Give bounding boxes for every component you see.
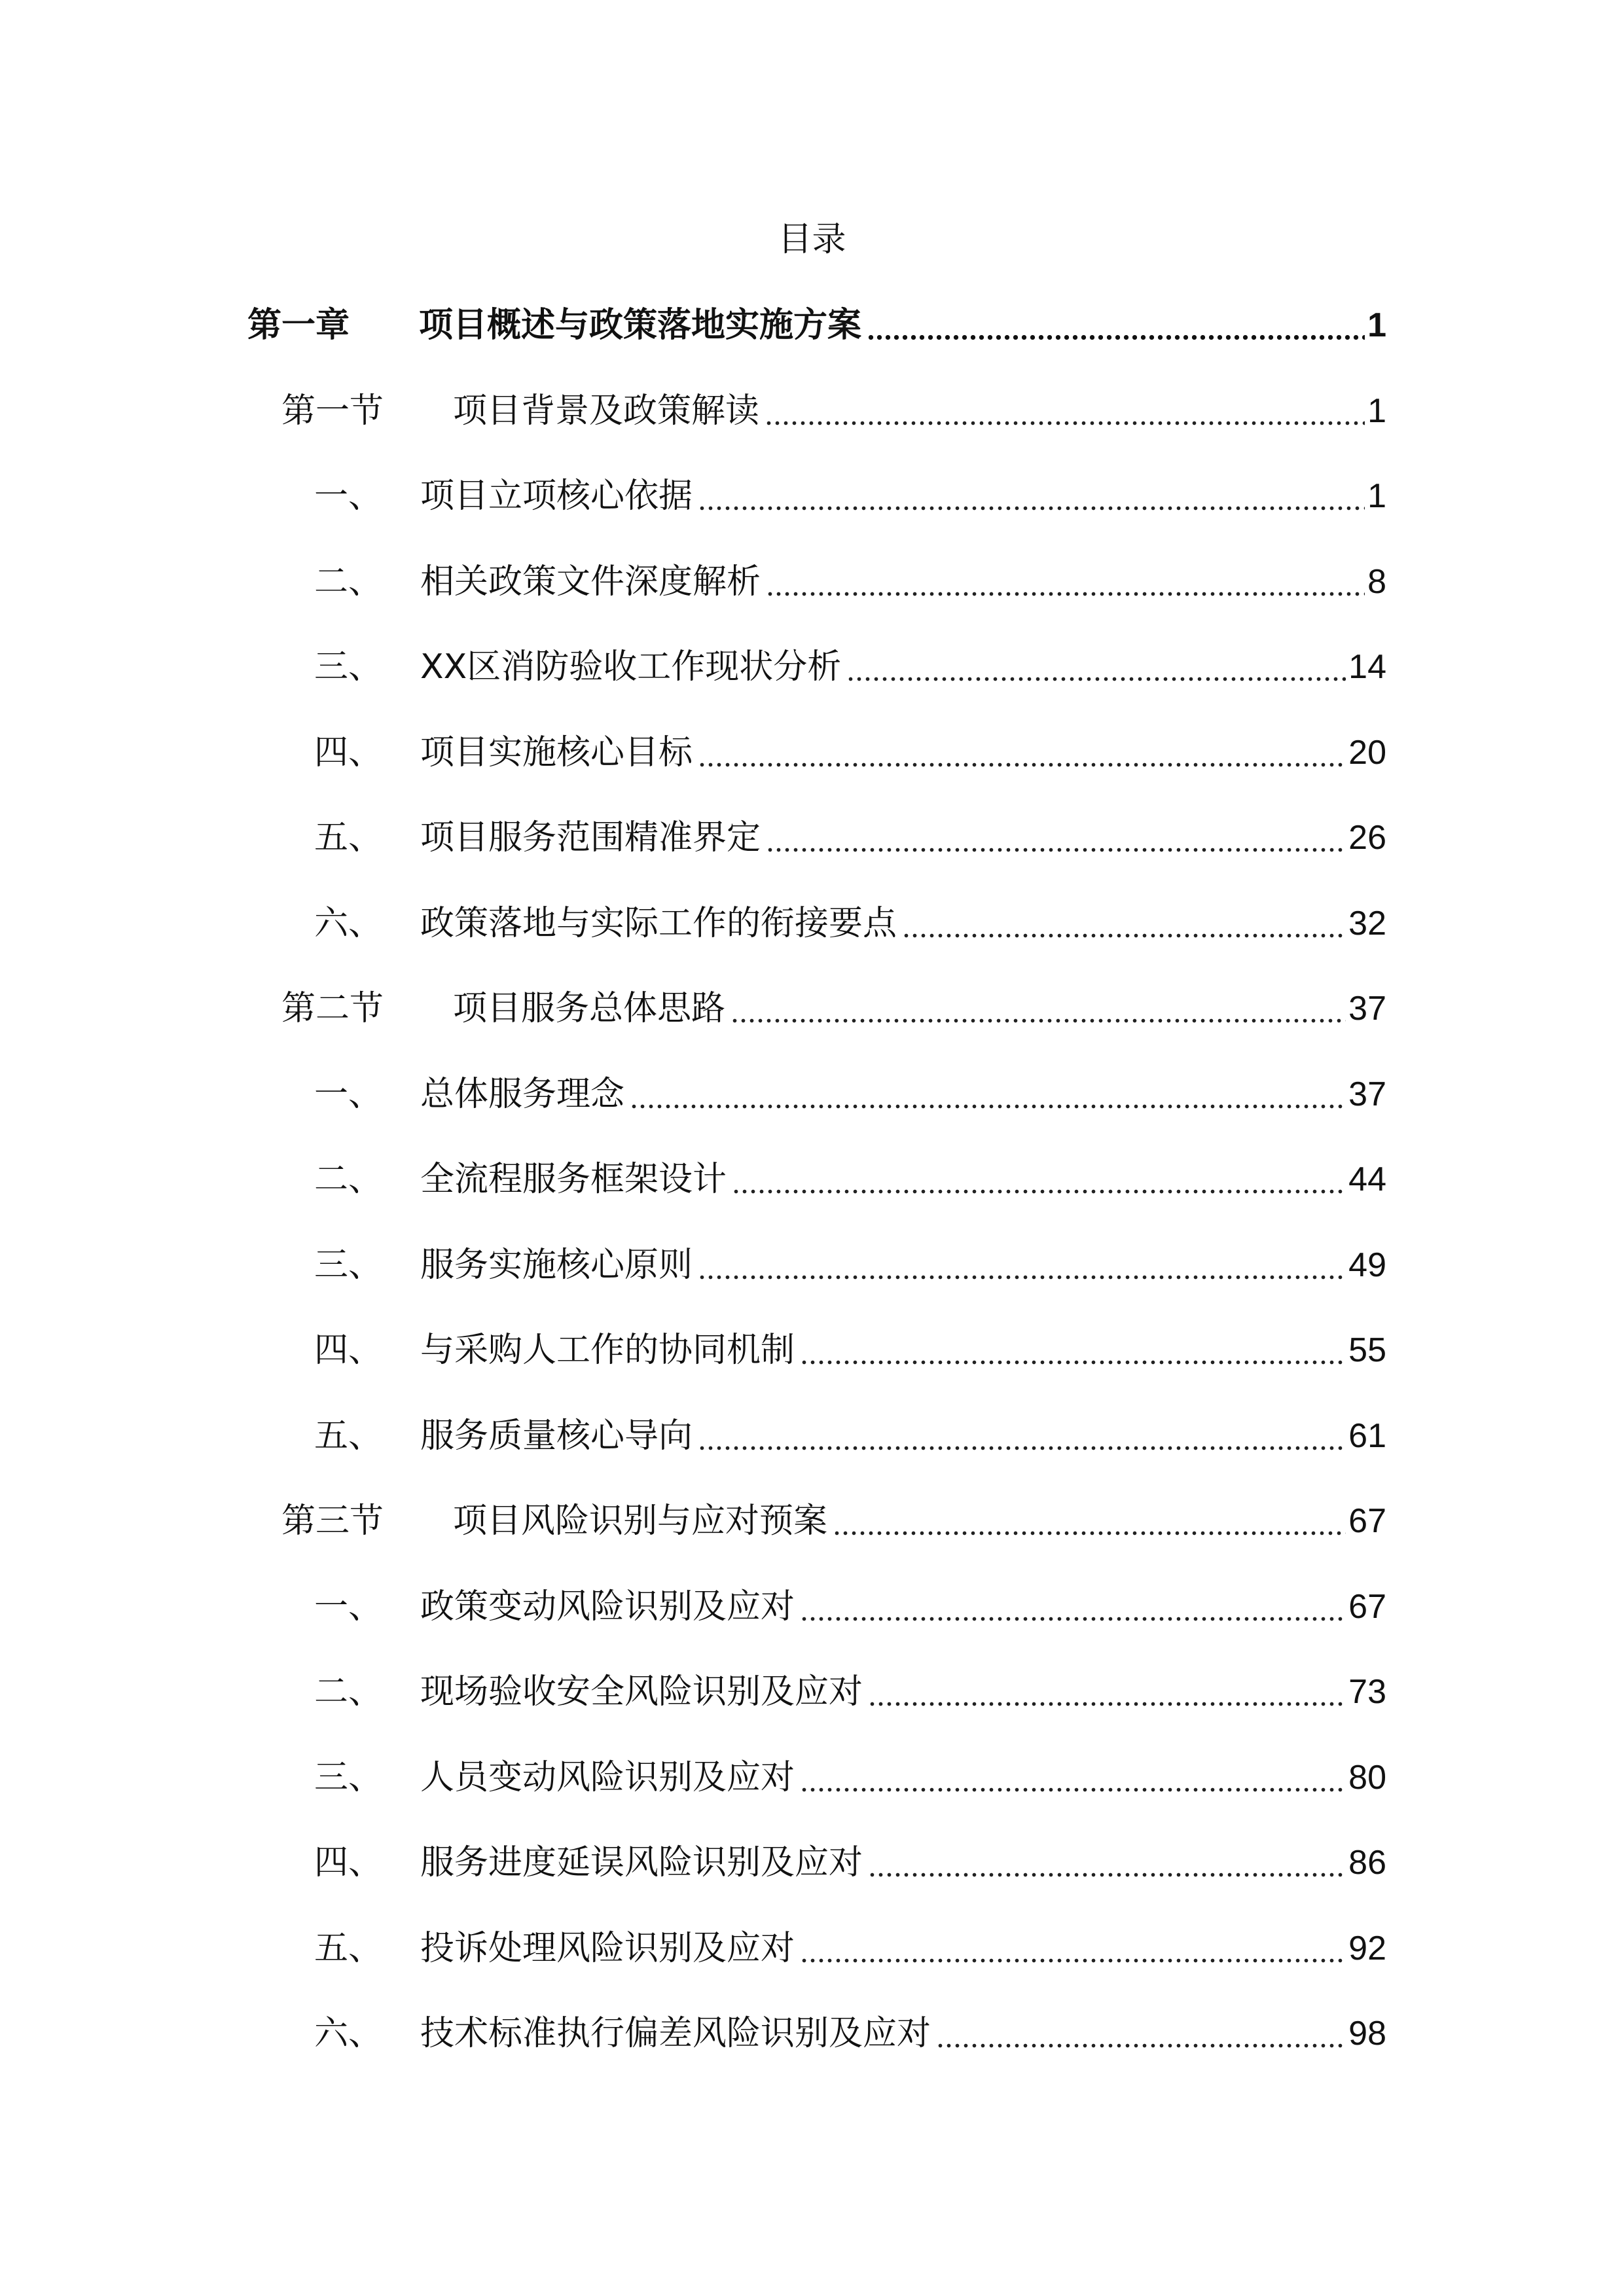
toc-page-number: 26 (1348, 819, 1386, 857)
toc-entry-title: 政策变动风险识别及应对 (420, 1587, 795, 1626)
toc-dot-leader (765, 389, 1365, 427)
toc-page-number: 1 (1367, 477, 1386, 515)
toc-dot-leader (902, 902, 1346, 940)
toc-entry-number: 四、 (314, 1843, 383, 1882)
toc-page-number: 86 (1348, 1844, 1386, 1882)
toc-page-number: 44 (1348, 1160, 1386, 1198)
toc-entry-number: 二、 (314, 562, 383, 601)
toc-page-number: 98 (1348, 2015, 1386, 2053)
toc-entry-title: 政策落地与实际工作的衔接要点 (420, 904, 897, 943)
toc-page-number: 32 (1348, 905, 1386, 942)
toc-dot-leader (800, 1756, 1346, 1794)
toc-entry-title: 服务进度延误风险识别及应对 (420, 1843, 863, 1882)
toc-entry-title: 项目实施核心目标 (420, 733, 693, 772)
toc-entry-number: 二、 (314, 1160, 383, 1199)
toc-dot-leader (833, 1499, 1346, 1537)
toc-entry[interactable] (281, 979, 1386, 1038)
toc-entry-title: 技术标准执行偏差风险识别及应对 (420, 2014, 931, 2053)
toc-dot-leader (731, 987, 1346, 1025)
toc-entry-title: 与采购人工作的协同机制 (420, 1331, 795, 1370)
toc-entry[interactable] (314, 808, 1386, 867)
toc-entry-number: 三、 (314, 1758, 383, 1797)
toc-page-number: 49 (1348, 1246, 1386, 1284)
toc-entry-title: 项目概述与政策落地实施方案 (419, 306, 862, 345)
toc-entry-title: 全流程服务框架设计 (420, 1160, 727, 1199)
toc-page-number: 67 (1348, 1588, 1386, 1626)
toc-entry-title: 现场验收安全风险识别及应对 (420, 1672, 863, 1712)
toc-title: 目录 (778, 220, 846, 259)
toc-entry[interactable] (247, 296, 1386, 355)
toc-entry[interactable] (314, 552, 1386, 611)
toc-page-number: 73 (1348, 1673, 1386, 1711)
toc-dot-leader (846, 645, 1346, 683)
toc-dot-leader (800, 1585, 1346, 1623)
toc-entry[interactable] (314, 1321, 1386, 1380)
toc-dot-leader (732, 1158, 1346, 1196)
toc-entry-title: 项目风险识别与应对预案 (453, 1501, 828, 1541)
toc-dot-leader (698, 731, 1346, 769)
toc-entry[interactable] (314, 1662, 1386, 1721)
toc-entry-title: 服务实施核心原则 (420, 1246, 693, 1285)
toc-entry[interactable] (314, 1919, 1386, 1978)
toc-page-number: 37 (1348, 990, 1386, 1028)
toc-entry-title: 项目服务范围精准界定 (420, 818, 761, 857)
toc-entry[interactable] (314, 2004, 1386, 2063)
toc-dot-leader (698, 1414, 1346, 1452)
toc-entry[interactable] (314, 1236, 1386, 1295)
toc-entry-title: 项目立项核心依据 (420, 476, 693, 516)
toc-entry[interactable] (314, 1577, 1386, 1636)
toc-entry-title: 服务质量核心导向 (420, 1416, 693, 1456)
toc-entry-number: 三、 (314, 647, 383, 687)
toc-entry-number: 五、 (314, 1929, 383, 1968)
toc-entry[interactable] (314, 637, 1386, 696)
toc-entry[interactable] (281, 382, 1386, 440)
toc-entry-title: 相关政策文件深度解析 (420, 562, 761, 601)
toc-entry-number: 第二节 (281, 989, 384, 1028)
toc-entry-number: 第三节 (281, 1501, 384, 1541)
toc-entry-number: 二、 (314, 1672, 383, 1712)
toc-entry-title: 投诉处理风险识别及应对 (420, 1929, 795, 1968)
toc-entry-number: 五、 (314, 1416, 383, 1456)
toc-page-number: 55 (1348, 1331, 1386, 1369)
toc-page-number: 14 (1348, 648, 1386, 686)
toc-entry[interactable] (314, 1065, 1386, 1124)
toc-entry-number: 第一节 (281, 391, 384, 431)
toc-page-number: 1 (1367, 306, 1386, 344)
toc-entry-number: 一、 (314, 1075, 383, 1114)
toc-page-number: 92 (1348, 1929, 1386, 1967)
toc-entry[interactable] (314, 1833, 1386, 1892)
toc-entry[interactable] (314, 1748, 1386, 1807)
toc-entry[interactable] (314, 1150, 1386, 1209)
toc-dot-leader (698, 1244, 1346, 1282)
toc-dot-leader (867, 304, 1365, 342)
toc-dot-leader (868, 1670, 1346, 1708)
toc-dot-leader (698, 475, 1365, 512)
toc-entry-number: 四、 (314, 733, 383, 772)
toc-entry-title: 总体服务理念 (420, 1075, 625, 1114)
toc-dot-leader (800, 1329, 1346, 1367)
toc-page-number: 20 (1348, 734, 1386, 772)
toc-entry[interactable] (314, 1407, 1386, 1465)
toc-entry-number: 六、 (314, 2014, 383, 2053)
toc-page-number: 67 (1348, 1502, 1386, 1540)
toc-page-number: 37 (1348, 1075, 1386, 1113)
toc-dot-leader (800, 1927, 1346, 1965)
toc-entry-number: 五、 (314, 818, 383, 857)
toc-entry-number: 一、 (314, 1587, 383, 1626)
toc-entry-number: 四、 (314, 1331, 383, 1370)
toc-entry[interactable] (314, 894, 1386, 953)
toc-dot-leader (766, 816, 1346, 854)
toc-dot-leader (630, 1073, 1346, 1111)
toc-page-number: 80 (1348, 1759, 1386, 1797)
toc-entry-number: 一、 (314, 476, 383, 516)
toc-entry-number: 三、 (314, 1246, 383, 1285)
toc-dot-leader (936, 2012, 1346, 2050)
toc-entry-number: 第一章 (247, 306, 350, 345)
toc-entry-title: 项目服务总体思路 (453, 989, 726, 1028)
toc-entry[interactable] (314, 467, 1386, 526)
toc-entry-title: 项目背景及政策解读 (453, 391, 760, 431)
toc-page-number: 61 (1348, 1417, 1386, 1455)
toc-page-number: 1 (1367, 392, 1386, 430)
toc-entry[interactable] (314, 723, 1386, 782)
toc-entry-title: XX区消防验收工作现状分析 (420, 647, 842, 687)
toc-entry-title: 人员变动风险识别及应对 (420, 1758, 795, 1797)
toc-entry[interactable] (281, 1492, 1386, 1551)
toc-dot-leader (766, 560, 1365, 598)
toc-dot-leader (868, 1841, 1346, 1879)
toc-page-number: 8 (1367, 563, 1386, 601)
toc-entry-number: 六、 (314, 904, 383, 943)
